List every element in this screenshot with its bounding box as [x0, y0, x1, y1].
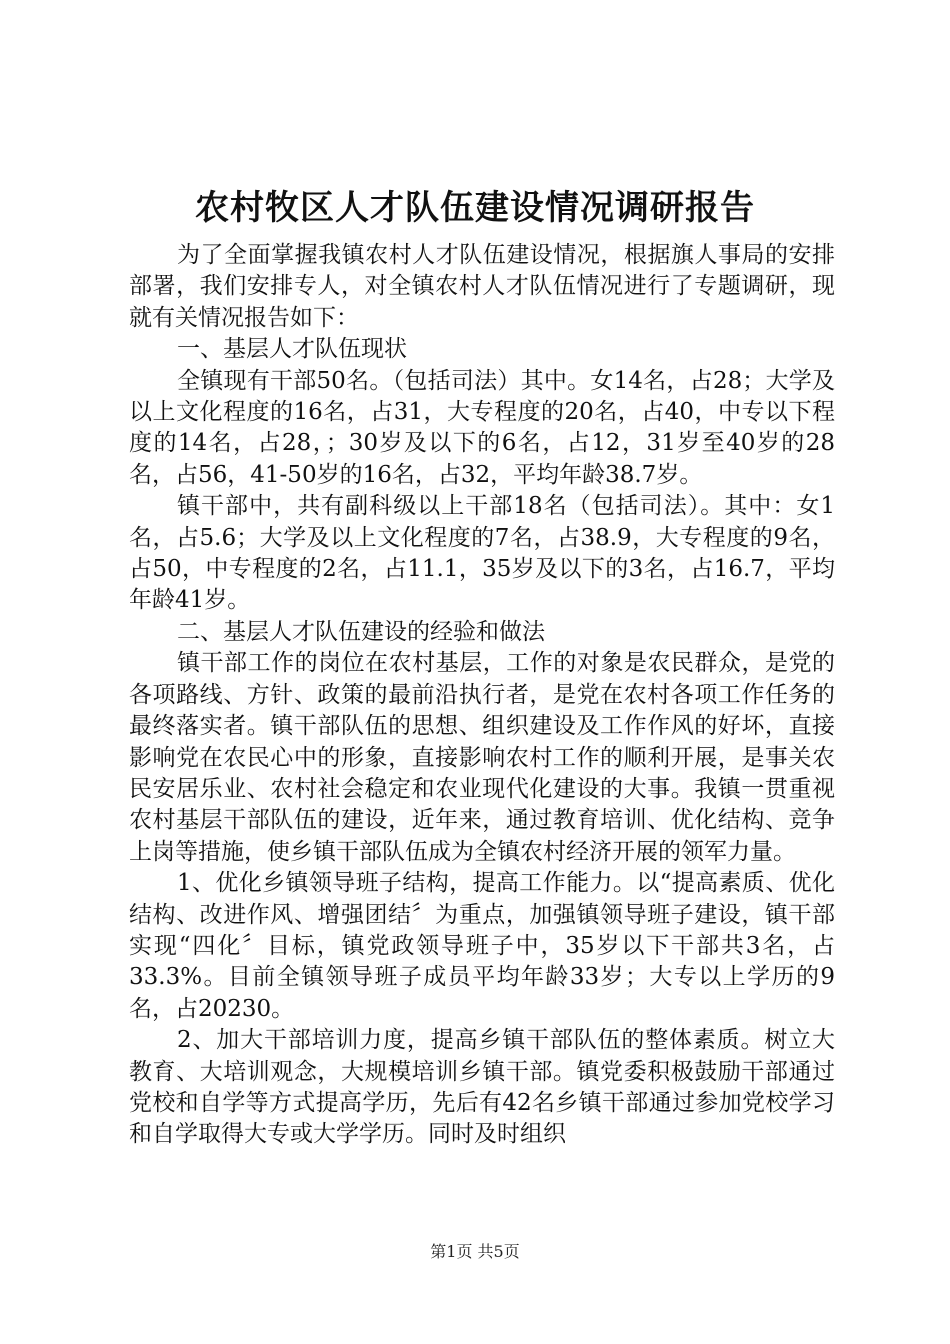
section-heading-2: 二、基层人才队伍建设的经验和做法 — [177, 618, 545, 645]
paragraph-measure-1: 1、优化乡镇领导班子结构，提高工作能力。以“提高素质、优化结构、改进作风、增强团结〞为重点，加强镇领导班子建设，镇干部实现“四化〞目标，镇党政领导班子中，35岁以下干部共3名，占33.3%。目前全镇领导班子成员平均年龄33岁；大专以上学历的9名，占20230。 — [129, 870, 835, 1022]
paragraph-staff-stats: 全镇现有干部50名。（包括司法）其中。女14名，占28；大学及以上文化程度的16名，占31，大专程度的20名，占40，中专以下程度的14名，占28，；30岁及以下的6名，占12，31岁至40岁的28名，占56，41-50岁的16名，占32，平均年龄38.7岁。 — [129, 367, 835, 488]
paragraph-measure-2: 2、加大干部培训力度，提高乡镇干部队伍的整体素质。树立大教育、大培训观念，大规模培训乡镇干部。镇党委积极鼓励干部通过党校和自学等方式提高学历，先后有42名乡镇干部通过参加党校学习和自学取得大专或大学学历。同时及时组织 — [129, 1027, 835, 1148]
paragraph-experience: 镇干部工作的岗位在农村基层，工作的对象是农民群众，是党的各项路线、方针、政策的最前沿执行者，是党在农村各项工作任务的最终落实者。镇干部队伍的思想、组织建设及工作作风的好坏，直接影响党在农民心中的形象，直接影响农村工作的顺利开展，是事关农民安居乐业、农村社会稳定和农业现代化建设的大事。我镇一贯重视农村基层干部队伍的建设，近年来，通过教育培训、优化结构、竞争上岗等措施，使乡镇干部队伍成为全镇农村经济开展的领军力量。 — [129, 650, 835, 865]
page-footer: 第1页 共5页 — [430, 1242, 520, 1261]
paragraph-intro: 为了全面掌握我镇农村人才队伍建设情况，根据旗人事局的安排部署，我们安排专人，对全镇农村人才队伍情况进行了专题调研，现就有关情况报告如下： — [129, 242, 835, 331]
paragraph-senior-staff-stats: 镇干部中，共有副科级以上干部18名（包括司法）。其中：女1名，占5.6；大学及以上文化程度的7名，占38.9，大专程度的9名，占50，中专程度的2名，占11.1，35岁及以下的3名，占16.7，平均年龄41岁。 — [129, 493, 835, 614]
document-body — [129, 240, 835, 1151]
section-heading-1: 一、基层人才队伍现状 — [177, 336, 407, 363]
document-title: 农村牧区人才队伍建设情况调研报告 — [195, 188, 755, 228]
